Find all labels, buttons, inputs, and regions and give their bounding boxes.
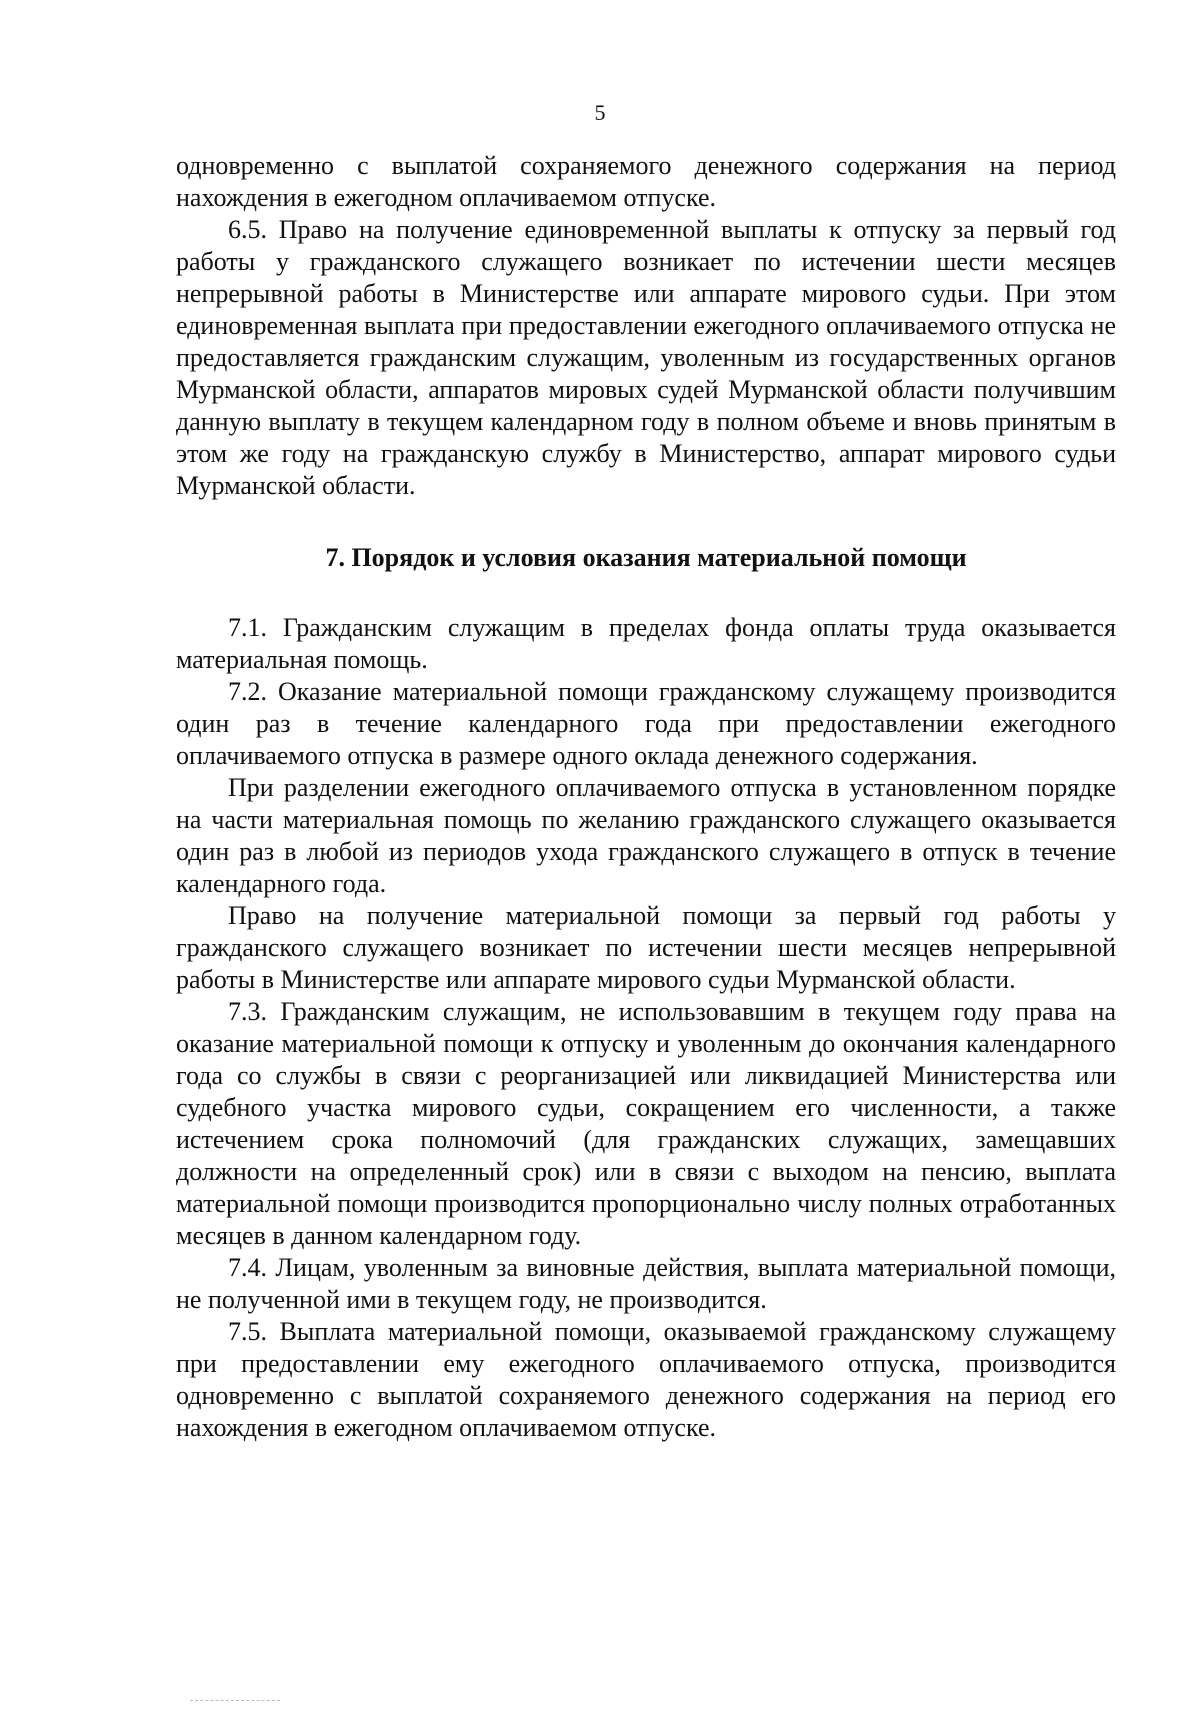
section-7-heading: 7. Порядок и условия оказания материальной помощи [325,543,967,572]
page-number: 5 [594,100,606,125]
paragraph-7-1: 7.1. Гражданским служащим в пределах фонда оплаты труда оказывается материальная помощь. [176,613,1116,674]
scan-artifact [190,1700,280,1704]
paragraph-7-2-first-year: Право на получение материальной помощи за первый год работы у гражданского служащего возникает по истечении шести месяцев непрерывной работы в Министерстве или аппарате мирового судьи Мурманской области. [176,901,1116,994]
paragraph-7-2: 7.2. Оказание материальной помощи гражданскому служащему производится один раз в течение календарного года при предоставлении ежегодного оплачиваемого отпуска в размере одного оклада денежного содержания. [176,677,1116,770]
document-body [176,150,1116,1444]
paragraph-7-2-split: При разделении ежегодного оплачиваемого отпуска в установленном порядке на части материальная помощь по желанию гражданского служащего оказывается один раз в любой из периодов ухода гражданского служащего в отпуск в течение календарного года. [176,773,1116,898]
paragraph-7-5: 7.5. Выплата материальной помощи, оказываемой гражданскому служащему при предоставлении ему ежегодного оплачиваемого отпуска, производится одновременно с выплатой сохраняемого денежного содержания на период его нахождения в ежегодном оплачиваемом отпуске. [176,1317,1116,1442]
paragraph-7-4: 7.4. Лицам, уволенным за виновные действия, выплата материальной помощи, не полученной ими в текущем году, не производится. [176,1253,1116,1314]
paragraph-7-3: 7.3. Гражданским служащим, не использовавшим в текущем году права на оказание материальной помощи к отпуску и уволенным до окончания календарного года со службы в связи с реорганизацией или ликвидацией Министерства или судебного участка мирового судьи, сокращением его численности, а также истечением срока полномочий (для гражданских служащих, замещавших должности на определенный срок) или в связи с выходом на пенсию, выплата материальной помощи производится пропорционально числу полных отработанных месяцев в данном календарном году. [176,997,1116,1250]
paragraph-continuation: одновременно с выплатой сохраняемого денежного содержания на период нахождения в ежегодном оплачиваемом отпуске. [176,151,1116,212]
paragraph-6-5: 6.5. Право на получение единовременной выплаты к отпуску за первый год работы у гражданского служащего возникает по истечении шести месяцев непрерывной работы в Министерстве или аппарате мирового судьи. При этом единовременная выплата при предоставлении ежегодного оплачиваемого отпуска не предоставляется гражданским служащим, уволенным из государственных органов Мурманской области, аппаратов мировых судей Мурманской области получившим данную выплату в текущем календарном году в полном объеме и вновь принятым в этом же году на гражданскую службу в Министерство, аппарат мирового судьи Мурманской области. [176,215,1116,500]
